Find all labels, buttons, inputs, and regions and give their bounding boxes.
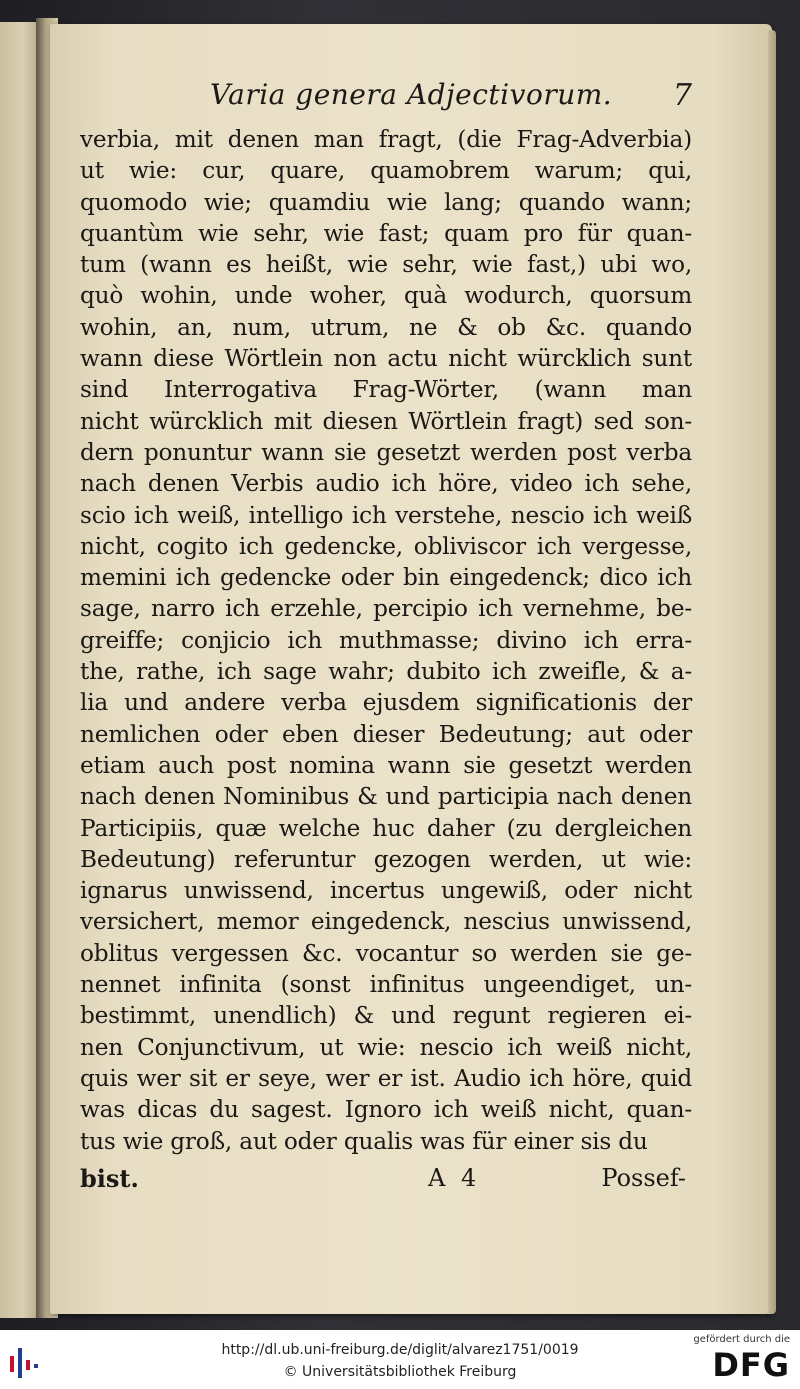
- text-line: verbia, mit denen man fragt, (die Frag-Adverbia): [80, 126, 692, 153]
- text-line: quantùm wie sehr, wie fast; quam pro für quan-: [80, 219, 692, 247]
- page-header: [80, 76, 696, 120]
- last-word: bist.: [80, 1164, 139, 1193]
- page-footer: [80, 1164, 692, 1200]
- copyright-notice: © Universitätsbibliothek Freiburg: [283, 1364, 517, 1380]
- funding-note: gefördert durch die: [693, 1334, 790, 1345]
- text-line: quomodo wie; quamdiu wie lang; quando wann;: [80, 188, 692, 216]
- text-line: sind Interrogativa Frag-Wörter, (wann man: [80, 376, 692, 404]
- text-line: nemlichen oder eben dieser Bedeutung; aut oder: [80, 720, 692, 748]
- text-line: quò wohin, unde woher, quà wodurch, quorsum: [80, 282, 692, 310]
- text-line: quis wer sit er seye, wer er ist. Audio ich höre, quid: [80, 1064, 692, 1092]
- permalink-url[interactable]: http://dl.ub.uni-freiburg.de/diglit/alvarez1751/0019: [221, 1342, 579, 1358]
- text-line: nach denen Nominibus & und participia nach denen: [80, 783, 692, 811]
- viewer-info-bar: [0, 1330, 800, 1389]
- text-line: nennet infinita (sonst infinitus ungeendiget, un-: [80, 971, 692, 999]
- text-line: scio ich weiß, intelligo ich verstehe, nescio ich weiß: [80, 501, 692, 529]
- text-line: wann diese Wörtlein non actu nicht würcklich sunt: [80, 345, 692, 373]
- text-line: etiam auch post nomina wann sie gesetzt werden: [80, 751, 692, 779]
- facing-page-edge: [0, 22, 38, 1318]
- text-line: bestimmt, unendlich) & und regunt regieren ei-: [80, 1002, 692, 1030]
- text-line: the, rathe, ich sage wahr; dubito ich zweifle, & a-: [80, 658, 692, 686]
- text-line: Participiis, quæ welche huc daher (zu dergleichen: [80, 814, 692, 842]
- text-line: oblitus vergessen &c. vocantur so werden sie ge-: [80, 939, 692, 967]
- text-line: lia und andere verba ejusdem significationis der: [80, 689, 692, 717]
- catchword: Possef-: [601, 1164, 686, 1192]
- text-line: sage, narro ich erzehle, percipio ich vernehme, be-: [80, 595, 692, 623]
- text-line: was dicas du sagest. Ignoro ich weiß nicht, quan-: [80, 1096, 692, 1124]
- text-line: nen Conjunctivum, ut wie: nescio ich weiß nicht,: [80, 1033, 692, 1061]
- text-line: dern ponuntur wann sie gesetzt werden post verba: [80, 438, 692, 466]
- signature-mark: A 4: [428, 1164, 481, 1192]
- text-line: ut wie: cur, quare, quamobrem warum; qui,: [80, 157, 692, 185]
- text-line: ignarus unwissend, incertus ungewiß, oder nicht: [80, 877, 692, 905]
- text-line: versichert, memor eingedenck, nescius unwissend,: [80, 908, 692, 936]
- text-line: wohin, an, num, utrum, ne & ob &c. quando: [80, 313, 692, 341]
- text-line: nicht würcklich mit diesen Wörtlein fragt) sed son-: [80, 407, 692, 435]
- text-line: memini ich gedencke oder bin eingedenck; dico ich: [80, 564, 692, 592]
- text-line: tum (wann es heißt, wie sehr, wie fast,) ubi wo,: [80, 251, 692, 279]
- running-title: Varia genera Adjectivorum.: [210, 78, 613, 111]
- text-line: greiffe; conjicio ich muthmasse; divino ich erra-: [80, 626, 692, 654]
- page-number: 7: [672, 78, 692, 113]
- text-line: nicht, cogito ich gedencke, obliviscor ich vergesse,: [80, 532, 692, 560]
- dfg-logo: DFG: [712, 1346, 790, 1384]
- body-text: [80, 124, 692, 1157]
- text-line: nach denen Verbis audio ich höre, video ich sehe,: [80, 470, 692, 498]
- text-line: tus wie groß, aut oder qualis was für einer sis du: [80, 1127, 648, 1155]
- page-edge: [768, 30, 776, 1314]
- text-line: Bedeutung) referuntur gezogen werden, ut wie:: [80, 845, 692, 873]
